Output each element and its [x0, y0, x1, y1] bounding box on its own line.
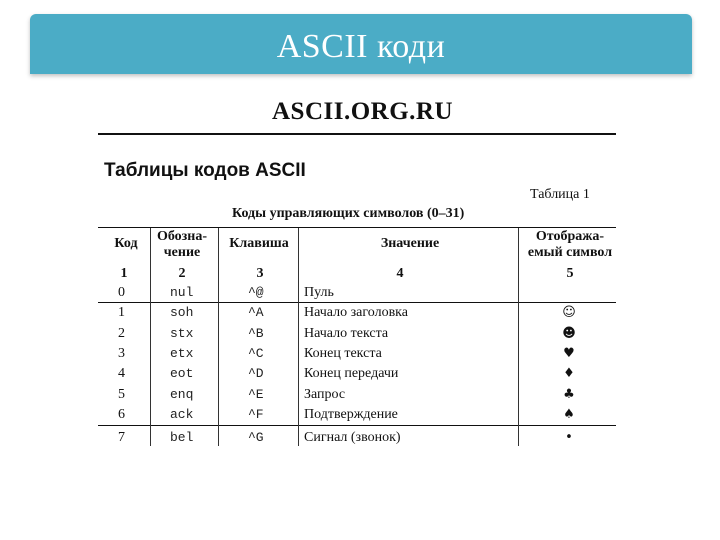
column-number: 3 — [256, 266, 264, 281]
cell-code: 0 — [118, 285, 125, 300]
cell-symbol: ☺ — [562, 305, 576, 321]
cell-symbol: ♦ — [563, 366, 575, 382]
table-number: Таблица 1 — [530, 187, 590, 202]
site-name: ASCII.ORG.RU — [272, 98, 454, 125]
cell-meaning: Пуль — [304, 285, 334, 300]
cell-meaning: Запрос — [304, 386, 346, 402]
table-rule-row — [98, 425, 616, 426]
cell-notation: soh — [170, 305, 194, 321]
cell-meaning: Конец передачи — [304, 366, 399, 382]
cell-code: 1 — [118, 305, 125, 321]
table-rule-top — [98, 227, 616, 228]
cell-meaning: Сигнал (звонок) — [304, 430, 401, 446]
document-heading: Таблицы кодов ASCII — [104, 160, 306, 181]
cell-notation: stx — [170, 325, 194, 341]
cell-symbol: • — [565, 430, 573, 446]
column-divider — [150, 228, 151, 446]
cell-notation: enq — [170, 386, 194, 402]
cell-symbol: ♣ — [563, 386, 575, 402]
slide-title-banner — [30, 14, 692, 74]
cell-code: 2 — [118, 325, 125, 341]
column-divider — [298, 228, 299, 446]
cell-key: ^G — [248, 430, 264, 446]
top-rule — [98, 133, 616, 135]
cell-notation: etx — [170, 345, 194, 361]
cell-key: ^B — [248, 325, 264, 341]
cell-symbol: ♥ — [563, 345, 575, 361]
cell-key: ^F — [248, 406, 264, 422]
cell-key: ^A — [248, 305, 264, 321]
cell-key: ^C — [248, 345, 264, 361]
cell-code: 7 — [118, 430, 125, 446]
cell-meaning: Начало текста — [304, 325, 389, 341]
table-caption: Коды управляющих символов (0–31) — [232, 206, 465, 221]
slide-title: ASCII коди — [276, 28, 446, 65]
cell-code: 4 — [118, 366, 125, 382]
column-header-notation: Обозна- чение — [156, 229, 208, 260]
cell-code: 6 — [118, 406, 125, 422]
column-header-symbol: Отобража- емый символ — [527, 229, 613, 260]
cell-code: 3 — [118, 345, 125, 361]
cell-notation: ack — [170, 406, 194, 422]
column-number: 5 — [566, 266, 574, 281]
cell-notation: eot — [170, 366, 194, 382]
column-header-key: Клавиша — [229, 236, 289, 251]
column-divider — [218, 228, 219, 446]
cell-key: ^@ — [248, 285, 264, 300]
column-number: 2 — [178, 266, 186, 281]
cell-notation: bel — [170, 430, 194, 446]
cell-notation: nul — [170, 285, 194, 300]
column-header-code: Код — [114, 236, 138, 251]
cell-symbol — [559, 283, 579, 303]
column-number: 4 — [396, 266, 404, 281]
cell-symbol: ♠ — [563, 406, 575, 422]
column-divider — [518, 228, 519, 446]
cell-symbol: ☻ — [562, 325, 576, 341]
cell-meaning: Начало заголовка — [304, 305, 408, 321]
column-number: 1 — [120, 266, 128, 281]
cell-meaning: Подтверждение — [304, 406, 398, 422]
cell-code: 5 — [118, 386, 125, 402]
cell-key: ^D — [248, 366, 264, 382]
cell-meaning: Конец текста — [304, 345, 382, 361]
cell-key: ^E — [248, 386, 264, 402]
column-header-meaning: Значение — [380, 236, 440, 251]
